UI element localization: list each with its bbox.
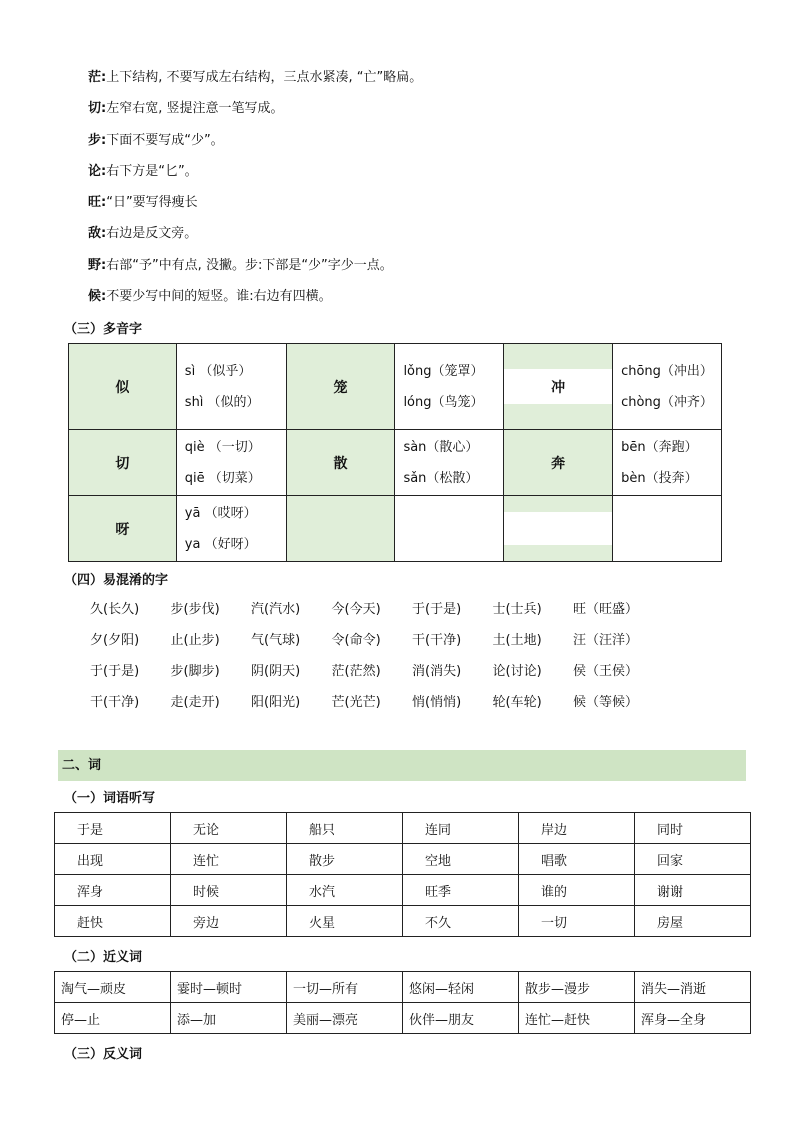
table-row (55, 906, 751, 937)
synonym-title: （二）近义词 (64, 950, 143, 965)
reading: ya （好呀） (184, 536, 257, 552)
table-row (69, 344, 722, 430)
reading: qiè （一切） (184, 439, 261, 455)
word: 久(长久) (90, 602, 140, 617)
word-cell: 赶快 (55, 906, 171, 937)
synonym-cell: 淘气—顽皮 (55, 972, 171, 1003)
word-cell: 连同 (403, 813, 519, 844)
stroke-notes (88, 68, 422, 318)
note-row (88, 68, 422, 99)
table-row (69, 430, 722, 496)
word-cell: 浑身 (55, 875, 171, 906)
synonym-cell: 停—止 (55, 1003, 171, 1034)
word-cell: 无论 (171, 813, 287, 844)
empty-cell (395, 496, 504, 562)
synonym-cell: 一切—所有 (287, 972, 403, 1003)
word-cell: 散步 (287, 844, 403, 875)
table-row (55, 972, 751, 1003)
word: 止(止步) (170, 633, 220, 648)
list-item (90, 631, 654, 662)
dictation-title: （一）词语听写 (64, 791, 156, 806)
note-char: 野: (88, 257, 107, 273)
note-text: 右下方是“匕”。 (106, 163, 198, 179)
synonym-cell: 伙伴—朋友 (403, 1003, 519, 1034)
note-row (88, 193, 422, 224)
word: 令(命令) (331, 633, 381, 648)
polyphone-readings (176, 430, 286, 496)
polyphone-char: 冲 (551, 379, 566, 396)
table-row (55, 875, 751, 906)
note-text: 上下结构, 不要写成左右结构，三点水紧凑, “亡”略扁。 (106, 70, 423, 85)
note-text: 左窄右宽, 竖提注意一笔写成。 (106, 101, 284, 117)
note-row (88, 99, 422, 130)
green-stripe (504, 344, 612, 369)
note-char: 切: (88, 101, 107, 117)
word: 汪（汪洋） (573, 633, 639, 648)
reading: chōng（冲出） (621, 363, 713, 379)
word: 阳(阳光) (251, 695, 301, 710)
word: 阴(阴天) (251, 664, 301, 679)
word-cell: 于是 (55, 813, 171, 844)
synonym-table (54, 971, 751, 1034)
word-cell: 连忙 (171, 844, 287, 875)
word-cell: 谁的 (519, 875, 635, 906)
synonym-cell: 添—加 (171, 1003, 287, 1034)
synonym-cell: 浑身—全身 (635, 1003, 751, 1034)
word: 旺（旺盛） (573, 602, 639, 617)
note-char: 步: (88, 132, 107, 148)
word-cell: 旺季 (403, 875, 519, 906)
synonym-cell: 连忙—赶快 (519, 1003, 635, 1034)
empty-cell (286, 496, 395, 562)
word-cell: 船只 (287, 813, 403, 844)
note-row (88, 131, 422, 162)
note-text: 不要少写中间的短竖。谁:右边有四横。 (106, 289, 332, 305)
table-row (55, 813, 751, 844)
polyphone-readings (613, 344, 722, 430)
synonym-cell: 消失—消逝 (635, 972, 751, 1003)
note-text: 右边是反文旁。 (106, 226, 198, 242)
polyphone-title: （三）多音字 (64, 322, 143, 337)
green-stripe (504, 496, 612, 512)
note-row (88, 224, 422, 255)
polyphone-readings (395, 344, 504, 430)
word: 悄(悄悄) (412, 695, 462, 710)
note-row (88, 287, 422, 318)
word: 汽(汽水) (251, 602, 301, 617)
word: 土(土地) (492, 633, 542, 648)
polyphone-readings (395, 430, 504, 496)
green-stripe (504, 404, 612, 429)
note-text: 下面不要写成“少”。 (106, 132, 224, 148)
polyphone-char-cell (504, 344, 613, 430)
polyphone-char: 似 (69, 344, 177, 430)
word: 于(于是) (90, 664, 140, 679)
note-row (88, 162, 422, 193)
synonym-cell: 霎时—顿时 (171, 972, 287, 1003)
note-char: 候: (88, 289, 107, 305)
word-cell: 唱歌 (519, 844, 635, 875)
note-char: 论: (88, 163, 107, 179)
reading: sǎn（松散） (403, 470, 479, 486)
confusing-list (90, 600, 654, 724)
word: 步(步伐) (170, 602, 220, 617)
word-cell: 不久 (403, 906, 519, 937)
reading: lóng（鸟笼） (403, 394, 484, 410)
word: 轮(车轮) (492, 695, 542, 710)
polyphone-readings (613, 430, 722, 496)
word-cell: 谢谢 (635, 875, 751, 906)
polyphone-readings (176, 496, 286, 562)
word: 消(消失) (412, 664, 462, 679)
word: 茫(茫然) (331, 664, 381, 679)
word: 今(今天) (331, 602, 381, 617)
reading: chòng（冲齐） (621, 394, 713, 410)
word: 步(脚步) (170, 664, 220, 679)
note-text: “日”要写得瘦长 (106, 195, 198, 211)
table-row (55, 844, 751, 875)
reading: bèn（投奔） (621, 470, 698, 486)
word-cell: 时候 (171, 875, 287, 906)
word-cell: 火星 (287, 906, 403, 937)
word-cell: 一切 (519, 906, 635, 937)
word: 干(干净) (90, 695, 140, 710)
polyphone-char: 切 (69, 430, 177, 496)
note-text: 右部“予”中有点, 没撇。步:下部是“少”字少一点。 (106, 257, 393, 273)
table-row (69, 496, 722, 562)
polyphone-char: 奔 (504, 430, 613, 496)
word-cell: 空地 (403, 844, 519, 875)
word-cell: 旁边 (171, 906, 287, 937)
synonym-cell: 散步—漫步 (519, 972, 635, 1003)
word-cell: 岸边 (519, 813, 635, 844)
dictation-table (54, 812, 751, 937)
word: 论(讨论) (492, 664, 542, 679)
note-char: 敌: (88, 226, 107, 242)
word: 芒(光芒) (331, 695, 381, 710)
reading: lǒng（笼罩） (403, 363, 484, 379)
antonym-title: （三）反义词 (64, 1047, 143, 1062)
reading: qiē （切菜） (184, 470, 261, 486)
word: 气(气球) (251, 633, 301, 648)
table-row (55, 1003, 751, 1034)
empty-cell (613, 496, 722, 562)
empty-cell (504, 496, 613, 562)
reading: yā （哎呀） (184, 505, 257, 521)
word-cell: 回家 (635, 844, 751, 875)
word-cell: 出现 (55, 844, 171, 875)
polyphone-table (68, 343, 722, 562)
polyphone-char: 笼 (286, 344, 395, 430)
polyphone-readings (176, 344, 286, 430)
word: 侯（王侯） (573, 664, 639, 679)
polyphone-char: 呀 (69, 496, 177, 562)
note-row (88, 256, 422, 287)
synonym-cell: 美丽—漂亮 (287, 1003, 403, 1034)
word: 于(于是) (412, 602, 462, 617)
reading: shì （似的） (184, 394, 260, 410)
list-item (90, 662, 654, 693)
green-stripe (504, 545, 612, 561)
note-char: 茫: (88, 70, 107, 85)
word: 士(士兵) (492, 602, 542, 617)
reading: sàn（散心） (403, 439, 479, 455)
reading: bēn（奔跑） (621, 439, 698, 455)
confusing-title: （四）易混淆的字 (64, 573, 169, 588)
word-cell: 同时 (635, 813, 751, 844)
word: 干(干净) (412, 633, 462, 648)
word: 夕(夕阳) (90, 633, 140, 648)
word-cell: 房屋 (635, 906, 751, 937)
section-banner: 二、词 (58, 750, 746, 781)
word: 走(走开) (170, 695, 220, 710)
note-char: 旺: (88, 195, 107, 211)
polyphone-char: 散 (286, 430, 395, 496)
word: 候（等候） (573, 695, 639, 710)
synonym-cell: 悠闲—轻闲 (403, 972, 519, 1003)
word-cell: 水汽 (287, 875, 403, 906)
list-item (90, 693, 654, 724)
reading: sì （似乎） (184, 363, 252, 379)
list-item (90, 600, 654, 631)
